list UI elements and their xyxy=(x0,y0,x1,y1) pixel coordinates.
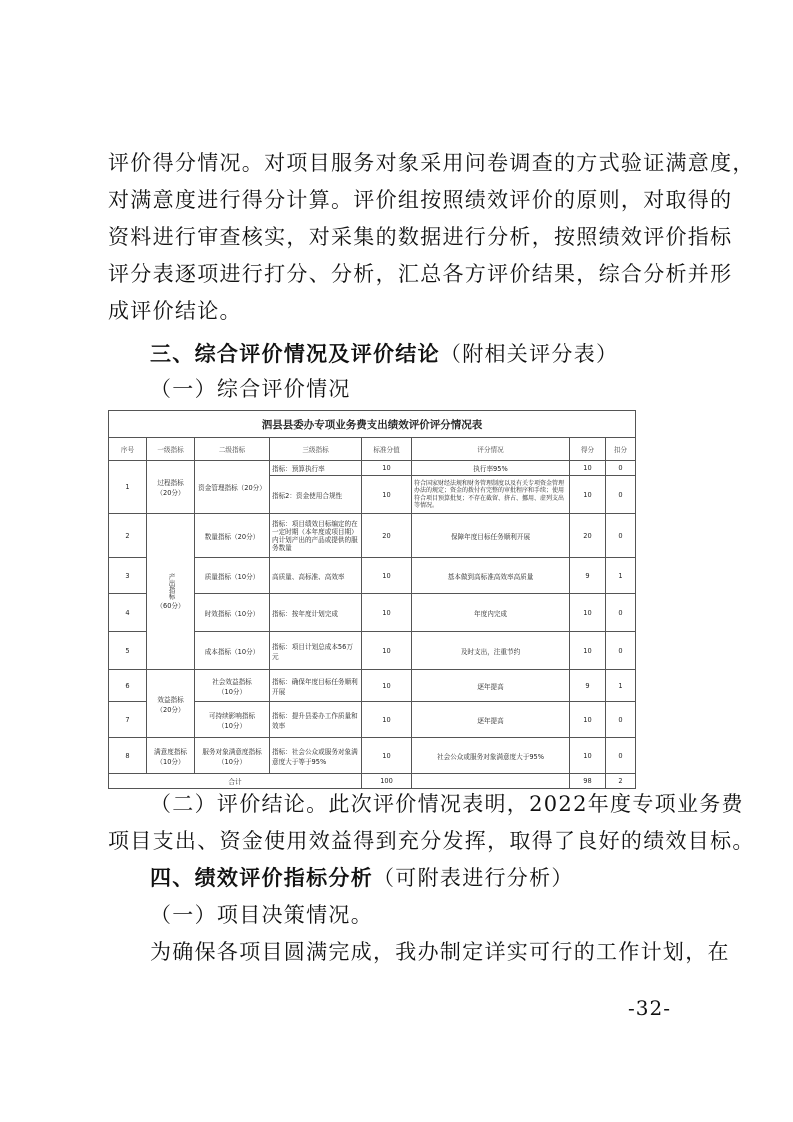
header-cell: 评分情况 xyxy=(412,438,570,461)
level1-cell: 满意度指标 （10分） xyxy=(147,738,195,774)
level3-cell: 高质量、高标准、高效率 xyxy=(270,558,362,594)
level2-cell: 可持续影响指标 （10分） xyxy=(195,702,270,738)
table-header-row xyxy=(109,438,636,461)
table-total-row xyxy=(109,774,636,789)
evaluation-cell: 符合国家财经法规和财务管理制度以及有关专项资金管理办法的规定；资金的拨付有完整的审批程序和手续；使用符合项目预算批复；不存在截留、挤占、挪用、虚列支出等情况。 xyxy=(412,476,570,514)
table-row xyxy=(109,738,636,774)
body-text-line: 成评价结论。 xyxy=(108,299,242,323)
score-cell: 10 xyxy=(570,461,606,476)
deduct-cell: 0 xyxy=(606,702,636,738)
level2-cell: 服务对象满意度指标 （10分） xyxy=(195,738,270,774)
body-text-line: 项目支出、资金使用效益得到充分发挥，取得了良好的绩效目标。 xyxy=(108,829,755,853)
row-number: 5 xyxy=(109,632,147,670)
table-row xyxy=(109,461,636,476)
score-cell: 10 xyxy=(570,476,606,514)
header-cell: 标准分值 xyxy=(362,438,412,461)
level2-cell: 社会效益指标 （10分） xyxy=(195,670,270,702)
evaluation-cell: 保障年度目标任务顺利开展 xyxy=(412,514,570,558)
total-deduct: 2 xyxy=(606,774,636,789)
header-cell: 三级指标 xyxy=(270,438,362,461)
page-number: -32- xyxy=(628,996,671,1020)
section-heading-title: 四、绩效评价指标分析 xyxy=(150,866,373,890)
level3-cell: 指标：按年度计划完成 xyxy=(270,594,362,632)
row-number: 6 xyxy=(109,670,147,702)
deduct-cell: 1 xyxy=(606,558,636,594)
score-cell: 20 xyxy=(570,514,606,558)
standard-score-cell: 10 xyxy=(362,476,412,514)
level3-cell: 指标：提升县委办工作质量和效率 xyxy=(270,702,362,738)
subsection-heading: （一）综合评价情况 xyxy=(150,377,351,401)
standard-score-cell: 10 xyxy=(362,461,412,476)
evaluation-cell: 基本做到高标准高效率高质量 xyxy=(412,558,570,594)
score-cell: 10 xyxy=(570,702,606,738)
deduct-cell: 0 xyxy=(606,594,636,632)
standard-score-cell: 10 xyxy=(362,594,412,632)
section-heading xyxy=(150,339,618,369)
level2-cell: 成本指标（10分） xyxy=(195,632,270,670)
score-cell: 10 xyxy=(570,738,606,774)
row-number: 3 xyxy=(109,558,147,594)
row-number: 1 xyxy=(109,461,147,514)
standard-score-cell: 10 xyxy=(362,632,412,670)
standard-score-cell: 20 xyxy=(362,514,412,558)
score-table xyxy=(108,410,636,789)
total-empty-cell xyxy=(412,774,570,789)
score-cell: 9 xyxy=(570,670,606,702)
row-number: 7 xyxy=(109,702,147,738)
evaluation-cell: 社会公众或服务对象满意度大于95% xyxy=(412,738,570,774)
score-cell: 10 xyxy=(570,632,606,670)
level2-cell: 数量指标（20分） xyxy=(195,514,270,558)
table-row xyxy=(109,514,636,558)
section-heading-note: （可附表进行分析） xyxy=(373,866,574,890)
row-number: 4 xyxy=(109,594,147,632)
body-text-line: （二）评价结论。此次评价情况表明，2022年度专项业务费 xyxy=(150,792,744,816)
body-text-line: 评分表逐项进行打分、分析，汇总各方评价结果，综合分析并形 xyxy=(108,262,733,286)
deduct-cell: 1 xyxy=(606,670,636,702)
standard-score-cell: 10 xyxy=(362,558,412,594)
section-heading-note: （附相关评分表） xyxy=(439,342,619,366)
row-number: 8 xyxy=(109,738,147,774)
section-heading-title: 三、综合评价情况及评价结论 xyxy=(150,342,440,366)
deduct-cell: 0 xyxy=(606,476,636,514)
level1-output-label: 产出指标 xyxy=(167,573,175,600)
evaluation-cell: 年度内完成 xyxy=(412,594,570,632)
evaluation-cell: 执行率95% xyxy=(412,461,570,476)
evaluation-cell: 逐年提高 xyxy=(412,702,570,738)
evaluation-cell: 及时支出，注重节约 xyxy=(412,632,570,670)
level3-cell: 指标2：资金使用合规性 xyxy=(270,476,362,514)
level1-cell: 过程指标 （20分） xyxy=(147,461,195,514)
body-text-line: 评价得分情况。对项目服务对象采用问卷调查的方式验证满意度， xyxy=(108,151,755,175)
level1-cell-output xyxy=(147,514,195,670)
level3-cell: 指标：确保年度目标任务顺利开展 xyxy=(270,670,362,702)
body-text-line: 对满意度进行得分计算。评价组按照绩效评价的原则，对取得的 xyxy=(108,188,733,212)
header-cell: 二级指标 xyxy=(195,438,270,461)
deduct-cell: 0 xyxy=(606,514,636,558)
deduct-cell: 0 xyxy=(606,461,636,476)
level1-cell: 效益指标 （20分） xyxy=(147,670,195,738)
level2-cell: 质量指标（10分） xyxy=(195,558,270,594)
score-cell: 10 xyxy=(570,594,606,632)
standard-score-cell: 10 xyxy=(362,738,412,774)
header-cell: 得分 xyxy=(570,438,606,461)
subsection-heading: （一）项目决策情况。 xyxy=(150,903,373,927)
total-standard: 100 xyxy=(362,774,412,789)
level3-cell: 指标：项目计划总成本56万元 xyxy=(270,632,362,670)
standard-score-cell: 10 xyxy=(362,670,412,702)
level3-cell: 指标：项目绩效目标编定的在一定时期（本年度或项目期）内计划产出的产品或提供的服务数量 xyxy=(270,514,362,558)
deduct-cell: 0 xyxy=(606,738,636,774)
table-title: 泗县县委办专项业务费支出绩效评价评分情况表 xyxy=(109,411,636,438)
level1-output-score: （60分） xyxy=(156,601,185,610)
body-text-line: 资料进行审查核实，对采集的数据进行分析，按照绩效评价指标 xyxy=(108,225,733,249)
score-table-container xyxy=(108,410,635,789)
level2-cell: 时效指标（10分） xyxy=(195,594,270,632)
header-cell: 序号 xyxy=(109,438,147,461)
level2-cell: 资金管理指标（20分） xyxy=(195,461,270,514)
evaluation-cell: 逐年提高 xyxy=(412,670,570,702)
total-score: 98 xyxy=(570,774,606,789)
total-label: 合计 xyxy=(109,774,362,789)
body-text-line: 为确保各项目圆满完成，我办制定详实可行的工作计划，在 xyxy=(150,940,730,964)
deduct-cell: 0 xyxy=(606,632,636,670)
level3-cell: 指标：预算执行率 xyxy=(270,461,362,476)
table-row xyxy=(109,670,636,702)
standard-score-cell: 10 xyxy=(362,702,412,738)
row-number: 2 xyxy=(109,514,147,558)
section-heading xyxy=(150,863,574,893)
level3-cell: 指标：社会公众或服务对象满意度大于等于95% xyxy=(270,738,362,774)
header-cell: 扣分 xyxy=(606,438,636,461)
header-cell: 一级指标 xyxy=(147,438,195,461)
score-cell: 9 xyxy=(570,558,606,594)
